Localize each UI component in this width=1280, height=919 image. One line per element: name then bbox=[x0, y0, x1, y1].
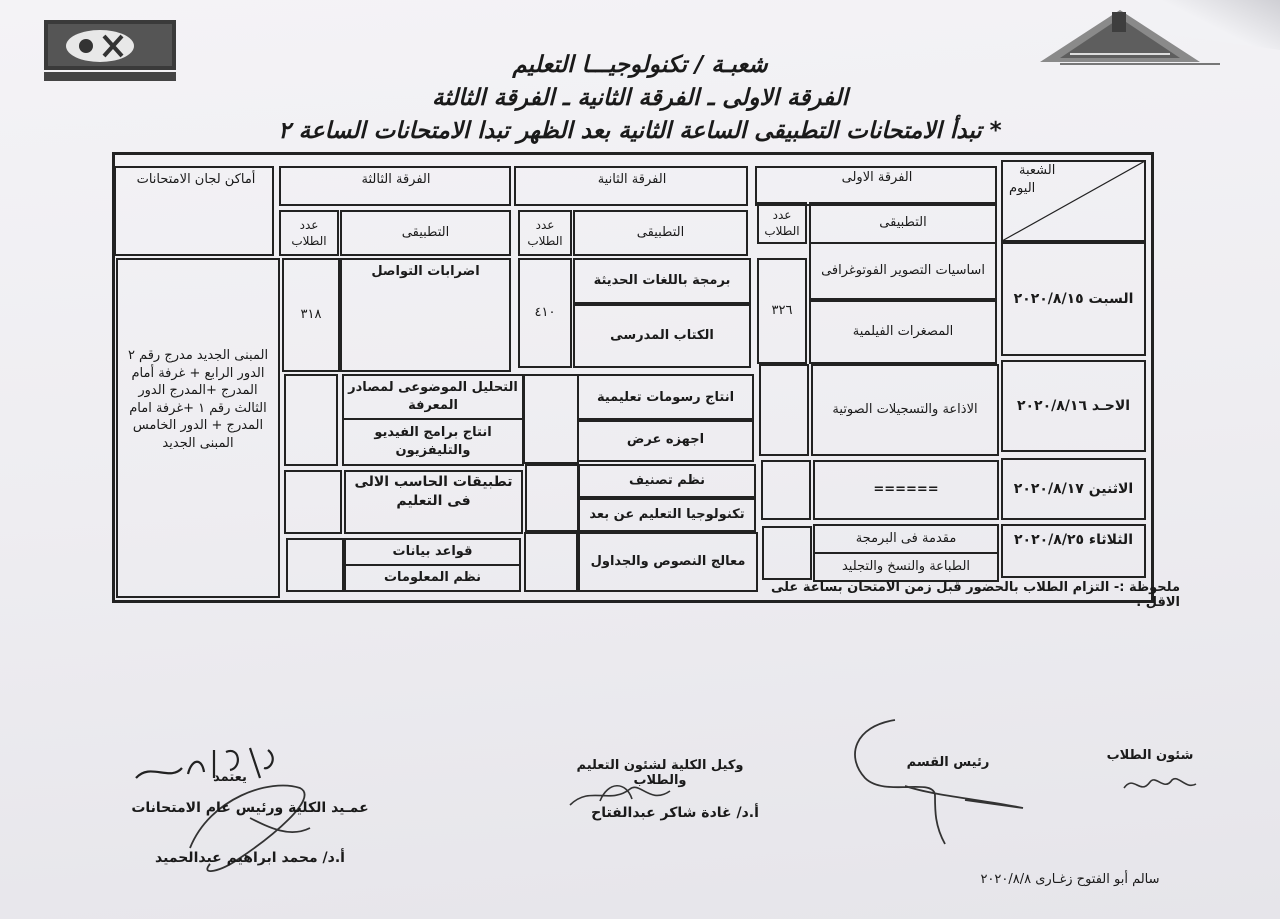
day-sunday: الاحـد ٢٠٢٠/٨/١٦ bbox=[1016, 397, 1131, 414]
g2-mon-subject-a: نظم تصنيف bbox=[628, 473, 706, 489]
g2-count-header: عدد الطلاب bbox=[527, 217, 563, 248]
corner-day-label: اليوم bbox=[1009, 181, 1036, 197]
g3-sun-subject-b: انتاج برامج الفيديو والتليفزيون bbox=[374, 425, 492, 458]
g3-count-header: عدد الطلاب bbox=[291, 217, 327, 248]
writer-name-date: سالم أبو الفتوح زغـارى ٢٠٢٠/٨/٨ bbox=[980, 872, 1160, 887]
exam-places: المبنى الجديد مدرج رقم ٢ الدور الرابع + غرفة أمام المدرج +المدرج الدور الثالث رقم ١ +غرفة امام المدرج + الدور الخامس المبنى الجديد bbox=[127, 348, 269, 451]
group3-header: الفرقة الثالثة bbox=[361, 172, 431, 188]
student-affairs-signature bbox=[1120, 770, 1200, 798]
g1-sun-subject: الاذاعة والتسجيلات الصوتية bbox=[832, 402, 978, 418]
places-header: أماكن لجان الامتحانات bbox=[136, 172, 256, 188]
day-saturday: السبت ٢٠٢٠/٨/١٥ bbox=[1013, 290, 1134, 307]
branch-title: شعبـة / تكنولوجيـــا التعليم bbox=[512, 52, 768, 78]
g3-tue-subject-b: نظم المعلومات bbox=[383, 570, 482, 586]
g3-tue-subject-a: قواعد بيانات bbox=[392, 544, 473, 560]
g1-tue-subject-b: الطباعة والنسخ والتجليد bbox=[841, 559, 971, 575]
g1-applied-header: التطبيقى bbox=[879, 215, 927, 231]
dean-title: عمـيد الكلية ورئيس عام الامتحانات bbox=[131, 800, 369, 816]
g2-sat-count: ٤١٠ bbox=[534, 305, 556, 321]
dept-head-title: رئيس القسم bbox=[906, 755, 990, 770]
corner-branch-label: الشعبة bbox=[1019, 163, 1056, 179]
g2-sun-subject-b: اجهزه عرض bbox=[626, 432, 705, 448]
g1-mon-subject: ====== bbox=[873, 482, 939, 498]
g3-mon-subject: تطبيقات الحاسب الالى فى التعليم bbox=[354, 474, 513, 509]
dean-name: أ.د/ محمد ابراهيم عبدالحميد bbox=[155, 850, 345, 866]
dept-head-signature bbox=[845, 716, 1030, 846]
g1-sat-count: ٣٢٦ bbox=[771, 303, 793, 319]
vice-dean-title: وكيل الكلية لشئون التعليم والطلاب bbox=[576, 758, 744, 788]
g3-sat-subject: اضرابات التواصل bbox=[371, 264, 480, 279]
g1-sat-subject-a: اساسيات التصوير الفوتوغرافى bbox=[821, 263, 985, 279]
exam-schedule-table bbox=[112, 152, 1154, 603]
day-monday: الاثنين ٢٠٢٠/٨/١٧ bbox=[1013, 480, 1134, 497]
g1-count-header: عدد الطلاب bbox=[764, 207, 800, 238]
g3-sat-count: ٣١٨ bbox=[300, 307, 322, 323]
student-affairs-title: شئون الطلاب bbox=[1106, 748, 1194, 763]
g3-sun-subject-a: التحليل الموضوعى لمصادر المعرفة bbox=[348, 380, 518, 413]
levels-title: الفرقة الاولى ـ الفرقة الثانية ـ الفرقة الثالثة bbox=[431, 85, 849, 111]
vice-dean-name: أ.د/ غادة شاكر عبدالفتاح bbox=[591, 805, 759, 821]
g2-applied-header: التطبيقى bbox=[636, 225, 685, 241]
g1-tue-subject-a: مقدمة فى البرمجة bbox=[855, 531, 957, 547]
g2-mon-subject-b: تكنولوجيا التعليم عن بعد bbox=[589, 507, 745, 523]
g2-sat-subject-b: الكتاب المدرسى bbox=[610, 328, 714, 344]
day-tuesday: الثلاثاء ٢٠٢٠/٨/٢٥ bbox=[1014, 531, 1133, 548]
exam-time-note: * تبدأ الامتحانات التطبيقى الساعة الثانية بعد الظهر تبدا الامتحانات الساعة ٢ bbox=[278, 118, 1002, 144]
g2-sat-subject-a: برمجة باللغات الحديثة bbox=[593, 273, 731, 289]
group1-header: الفرقة الاولى bbox=[841, 170, 913, 186]
attendance-note: ملحوظة :- التزام الطلاب بالحضور قبل زمن الامتحان بساعة على الاقل . bbox=[770, 580, 1180, 610]
g2-tue-subject: معالج النصوص والجداول bbox=[590, 554, 746, 570]
approve-label: يعتمد bbox=[213, 770, 247, 785]
g1-sat-subject-b: المصغرات الفيلمية bbox=[852, 324, 954, 340]
g3-applied-header: التطبيقى bbox=[401, 225, 450, 241]
g2-sun-subject-a: انتاج رسومات تعليمية bbox=[596, 390, 735, 406]
group2-header: الفرقة الثانية bbox=[597, 172, 667, 188]
